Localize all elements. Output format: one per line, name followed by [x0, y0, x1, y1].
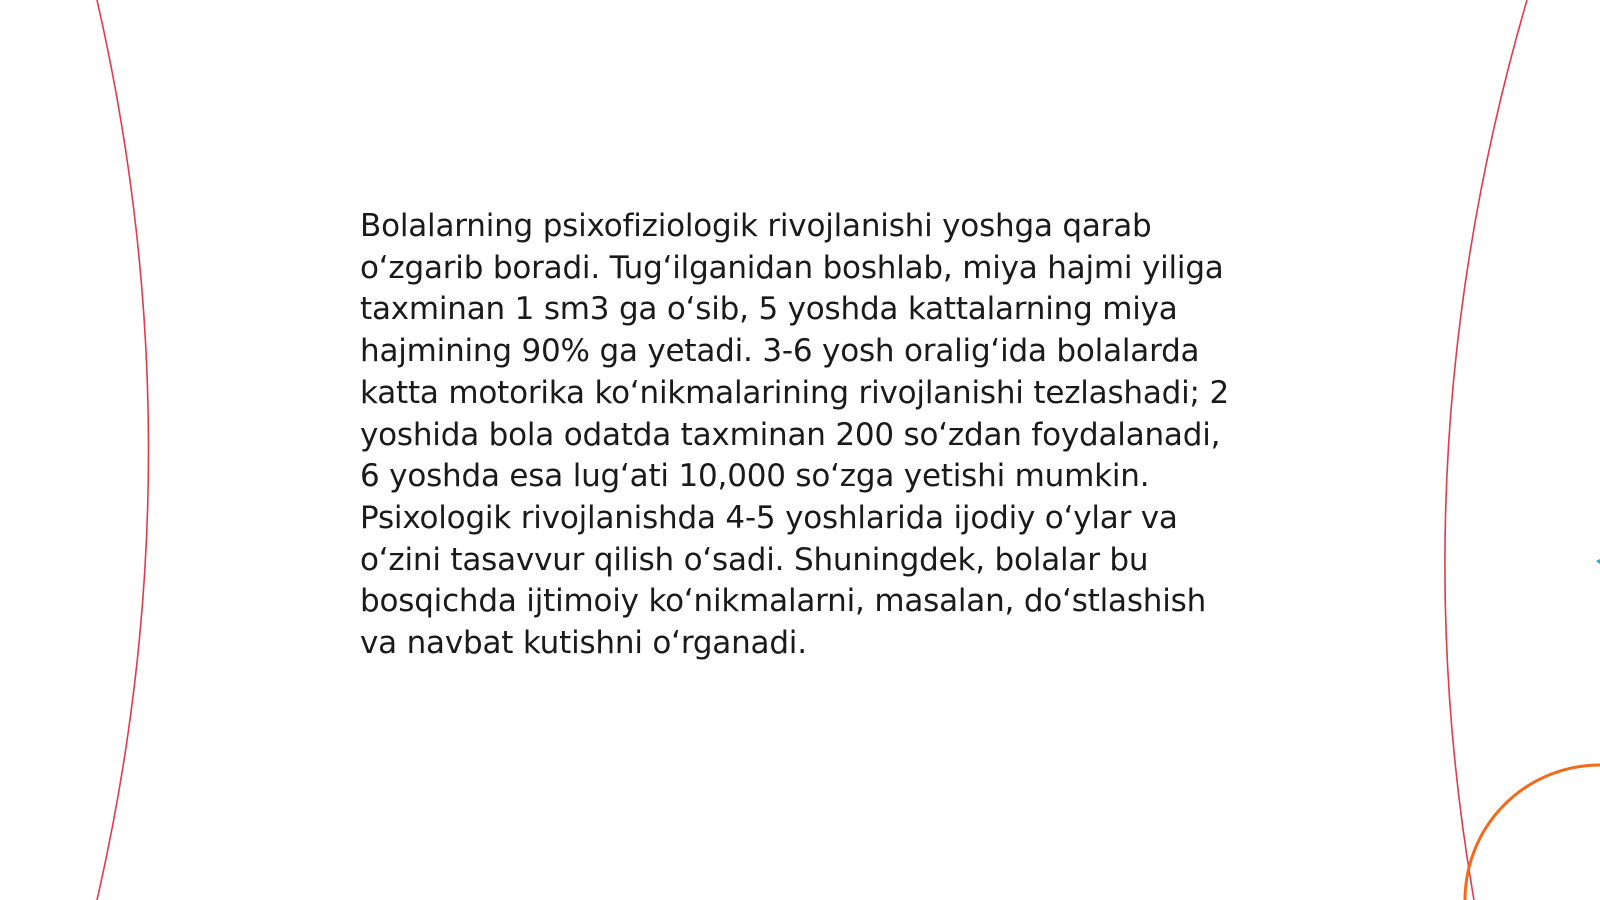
orange-arc-circle: [1465, 765, 1600, 900]
teal-accent-mark: [1596, 559, 1600, 564]
body-paragraph: Bolalarning psixofiziologik rivojlanishi yoshga qarab oʻzgarib boradi. Tugʻilganidan boshlab, miya hajmi yiliga taxminan 1 sm3 ga oʻsib, 5 yoshda kattalarning miya hajmining 90% ga yetadi. 3-6 yosh oraligʻida bolalarda katta motorika koʻnikmalarining rivojlanishi tezlashadi; 2 yoshida bola odatda taxminan 200 soʻzdan foydalanadi, 6 yoshda esa lugʻati 10,000 soʻzga yetishi mumkin. Psixologik rivojlanishda 4-5 yoshlarida ijodiy oʻylar va oʻzini tasavvur qilish oʻsadi. Shuningdek, bolalar bu bosqichda ijtimoiy koʻnikmalarni, masalan, doʻstlashish va navbat kutishni oʻrganadi.: [360, 208, 1229, 662]
right-red-curve: [1445, 0, 1527, 900]
left-red-curve: [97, 0, 149, 900]
